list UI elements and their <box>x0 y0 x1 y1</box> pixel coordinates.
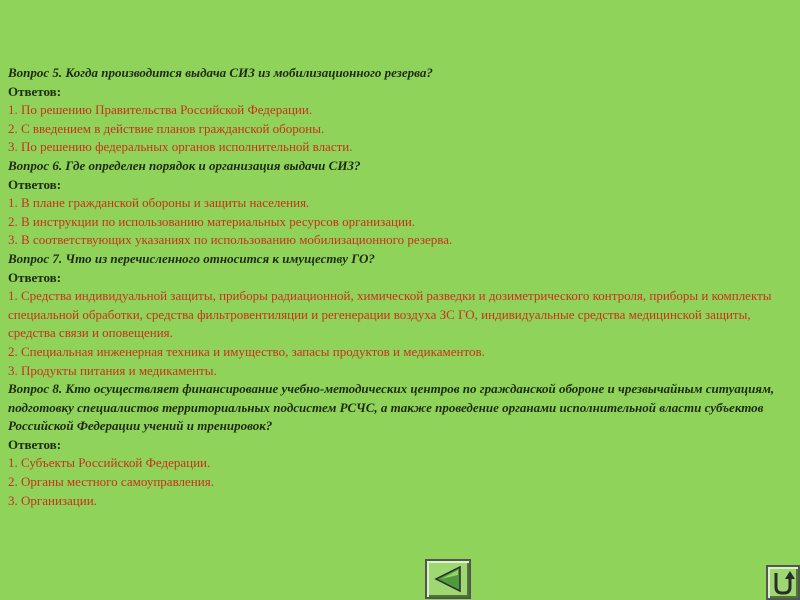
answer-8-3: 3. Организации. <box>8 492 97 508</box>
answer-8-1: 1. Субъекты Российской Федерации. <box>8 455 211 471</box>
return-button[interactable] <box>766 565 800 600</box>
answers-label-7: Ответов: <box>8 269 62 285</box>
answer-7-2: 2. Специальная инженерная техника и имущество, запасы продуктов и медикаментов. <box>8 343 485 359</box>
answer-5-2: 2. С введением в действие планов гражданской обороны. <box>8 120 325 136</box>
quiz-content <box>8 64 792 510</box>
question-7: Вопрос 7. Что из перечисленного относится к имуществу ГО? <box>8 250 375 266</box>
answer-6-1: 1. В плане гражданской обороны и защиты населения. <box>8 195 310 211</box>
answer-7-1: 1. Средства индивидуальной защиты, приборы радиационной, химической разведки и дозиметрического контроля, приборы и комплекты специальной обработки, средства фильтровентиляции и регенерации воздуха ЗС ГО, индивидуальные средства медицинской защиты, средства связи и оповещения. <box>8 288 772 341</box>
question-5: Вопрос 5. Когда производится выдача СИЗ из мобилизационного резерва? <box>8 65 433 80</box>
answer-6-3: 3. В соответствующих указаниях по использованию мобилизационного резерва. <box>8 232 453 248</box>
back-button[interactable] <box>425 559 471 599</box>
answer-7-3: 3. Продукты питания и медикаменты. <box>8 362 217 378</box>
return-arrow-icon <box>768 567 798 598</box>
answers-label-6: Ответов: <box>8 176 62 192</box>
answer-5-3: 3. По решению федеральных органов исполнительной власти. <box>8 139 353 155</box>
question-6: Вопрос 6. Где определен порядок и организация выдачи СИЗ? <box>8 157 361 173</box>
answers-label-5: Ответов: <box>8 83 62 99</box>
answer-8-2: 2. Органы местного самоуправления. <box>8 474 214 490</box>
answer-6-2: 2. В инструкции по использованию материальных ресурсов организации. <box>8 213 416 229</box>
answer-5-1: 1. По решению Правительства Российской Федерации. <box>8 102 313 118</box>
question-8: Вопрос 8. Кто осуществляет финансирование учебно-методических центров по гражданской обороне и чрезвычайным ситуациям, подготовку специалистов территориальных подсистем РСЧС, а также проведение органами исполнительной власти субъектов Российской Федерации учений и тренировок? <box>8 381 775 434</box>
triangle-left-icon <box>427 561 469 597</box>
answers-label-8: Ответов: <box>8 436 62 452</box>
